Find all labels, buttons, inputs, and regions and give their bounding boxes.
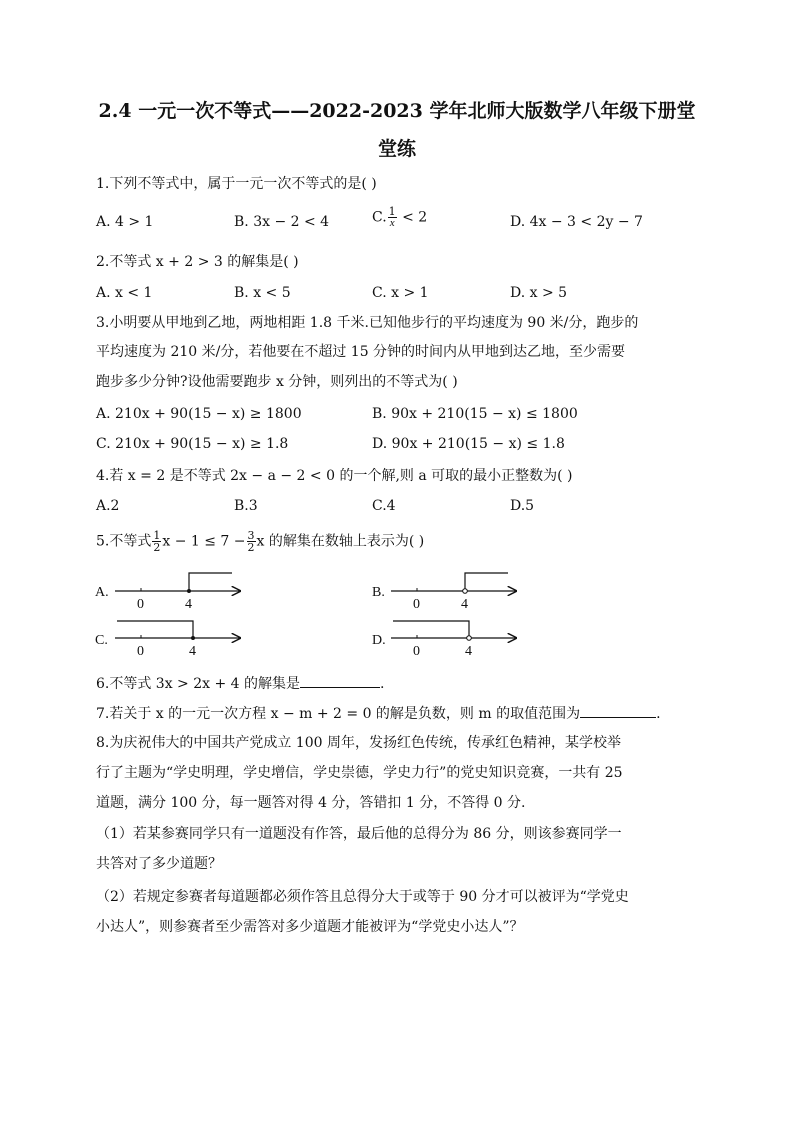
q5-option-a-label: A.	[95, 585, 109, 600]
q1-option-a: A. 4 > 1	[96, 214, 154, 230]
q5-option-d-number-line	[372, 621, 516, 659]
q7-line	[96, 703, 661, 724]
q5-option-d-label: D.	[372, 633, 386, 648]
q5-f2-numerator: 3	[247, 529, 255, 542]
endpoint-circle	[463, 589, 468, 594]
zero-tick-label: 0	[137, 644, 144, 659]
q1-option-d: D. 4x − 3 < 2y − 7	[510, 214, 643, 230]
q8-line-2: 行了主题为“学史明理，学史增信，学史崇德，学史力行”的党史知识竞赛，一共有 25	[96, 765, 623, 781]
q5-fraction-2	[247, 530, 256, 553]
four-tick-label: 4	[185, 597, 192, 612]
q5-option-b-number-line	[372, 573, 516, 612]
q4-option-b: B.3	[234, 498, 258, 514]
q8-part2-line-2: 小达人”，则参赛者至少需答对多少道题才能被评为“学党史小达人”？	[96, 919, 524, 935]
q6-line	[96, 673, 385, 694]
four-tick-label: 4	[189, 644, 196, 659]
q8-part1-line-2: 共答对了多少道题？	[96, 856, 222, 872]
q3-option-d: D. 90x + 210(15 − x) ≤ 1.8	[372, 436, 565, 452]
q5-option-b-label: B.	[372, 585, 385, 600]
endpoint-dot	[187, 589, 191, 593]
q4-option-a: A.2	[96, 498, 120, 514]
q7-stem: 7.若关于 x 的一元一次方程 x − m + 2 = 0 的解是负数，则 m 的取值范围为	[96, 706, 581, 722]
q1-option-c-rest: < 2	[402, 209, 428, 226]
q6-end: .	[380, 676, 385, 692]
q4-option-d: D.5	[510, 498, 535, 514]
q8-line-1: 8.为庆祝伟大的中国共产党成立 100 周年，发扬红色传统，传承红色精神，某学校举	[96, 735, 621, 751]
q5-option-a-number-line	[95, 573, 240, 612]
q1-option-c-label: C.	[372, 209, 387, 226]
q2-option-c: C. x > 1	[372, 285, 429, 301]
q2-option-d: D. x > 5	[510, 285, 568, 301]
q7-end: .	[656, 706, 661, 722]
q5-stem-prefix: 5.不等式	[96, 533, 152, 550]
solution-bracket	[117, 621, 193, 638]
q5-option-c-label: C.	[95, 633, 108, 648]
q1-option-b: B. 3x − 2 < 4	[234, 214, 330, 230]
q3-line-2: 平均速度为 210 米/分，若他要在不超过 15 分钟的时间内从甲地到达乙地，至少需要	[96, 344, 626, 360]
four-tick-label: 4	[465, 644, 472, 659]
q7-answer-blank[interactable]	[580, 703, 656, 718]
q2-option-b: B. x < 5	[234, 285, 291, 301]
q5-f1-numerator: 1	[153, 529, 161, 542]
endpoint-dot	[191, 636, 195, 640]
q5-stem-middle: x − 1 ≤ 7 −	[162, 533, 246, 550]
q3-line-3: 跑步多少分钟?设他需要跑步 x 分钟，则列出的不等式为( )	[96, 374, 458, 390]
zero-tick-label: 0	[137, 597, 144, 612]
worksheet-title	[96, 92, 698, 168]
q1-c-denominator: x	[389, 217, 395, 229]
q3-line-1: 3.小明要从甲地到乙地，两地相距 1.8 千米.已知他步行的平均速度为 90 米/分，跑步的	[96, 315, 639, 331]
solution-bracket	[189, 573, 232, 591]
q6-stem: 6.不等式 3x > 2x + 4 的解集是	[96, 676, 301, 692]
q5-option-c-number-line	[95, 621, 240, 659]
solution-bracket	[465, 573, 508, 589]
q8-part2-line-1: （2）若规定参赛者每道题都必须作答且总得分大于或等于 90 分才可以被评为“学党史	[96, 889, 629, 905]
q8-part1-line-1: （1）若某参赛同学只有一道题没有作答，最后他的总得分为 86 分，则该参赛同学一	[96, 826, 622, 842]
four-tick-label: 4	[461, 597, 468, 612]
q4-option-c: C.4	[372, 498, 396, 514]
q3-option-b: B. 90x + 210(15 − x) ≤ 1800	[372, 406, 578, 422]
q2-stem: 2.不等式 x + 2 > 3 的解集是( )	[96, 254, 299, 270]
q4-stem: 4.若 x = 2 是不等式 2x − a − 2 < 0 的一个解,则 a 可取的最小正整数为( )	[96, 468, 573, 484]
q1-option-c-fraction	[388, 206, 397, 229]
q6-answer-blank[interactable]	[300, 673, 380, 688]
title-line-2: 堂练	[377, 138, 416, 160]
q5-f1-denominator: 2	[153, 541, 161, 554]
q1-stem: 1.下列不等式中，属于一元一次不等式的是( )	[96, 176, 377, 192]
q5-stem	[96, 530, 424, 553]
q1-option-c	[372, 206, 427, 229]
q3-option-c: C. 210x + 90(15 − x) ≥ 1.8	[96, 436, 289, 452]
q3-option-a: A. 210x + 90(15 − x) ≥ 1800	[96, 406, 302, 422]
title-line-1: 2.4 一元一次不等式——2022-2023 学年北师大版数学八年级下册堂	[98, 100, 696, 122]
q8-line-3: 道题，满分 100 分，每一题答对得 4 分，答错扣 1 分，不答得 0 分.	[96, 795, 526, 811]
q5-fraction-1	[152, 530, 161, 553]
q1-c-numerator: 1	[388, 205, 396, 218]
zero-tick-label: 0	[413, 644, 420, 659]
solution-bracket	[393, 621, 469, 636]
q2-option-a: A. x < 1	[96, 285, 153, 301]
q5-stem-suffix: x 的解集在数轴上表示为( )	[256, 533, 425, 550]
zero-tick-label: 0	[413, 597, 420, 612]
endpoint-circle	[467, 636, 472, 641]
q5-f2-denominator: 2	[247, 541, 255, 554]
